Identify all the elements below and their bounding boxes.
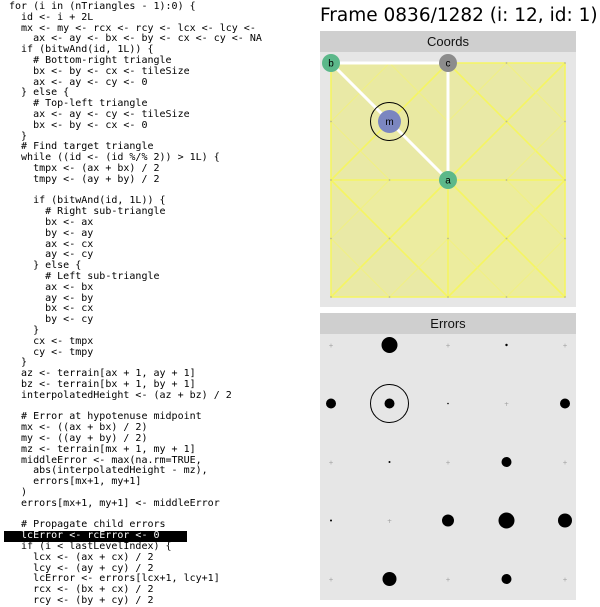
error-dot xyxy=(383,572,397,586)
grid-point xyxy=(564,121,566,123)
code-line: ay <- cy xyxy=(9,249,94,261)
grid-point xyxy=(389,238,391,240)
grid-point xyxy=(506,238,508,240)
code-line: errors[mx+1, my+1] xyxy=(9,476,142,488)
error-dot xyxy=(502,457,512,467)
code-line: id <- i + 2L xyxy=(9,11,94,23)
error-dot xyxy=(447,403,449,405)
code-line: } xyxy=(9,130,28,142)
code-line: } else { xyxy=(9,87,70,99)
code-line: by <- cy xyxy=(9,314,94,326)
code-line: lcy <- (ay + cy) / 2 xyxy=(9,562,154,574)
code-line: tmpy <- (ay + by) / 2 xyxy=(9,173,160,185)
error-zero-marker: + xyxy=(562,342,568,350)
errors-panel-title: Errors xyxy=(320,313,576,334)
code-line: interpolatedHeight <- (az + bz) / 2 xyxy=(9,389,232,401)
code-line: rcx <- (bx + cx) / 2 xyxy=(9,584,154,596)
code-line: # Left sub-triangle xyxy=(9,271,160,282)
error-zero-marker: + xyxy=(328,576,334,584)
code-line: while ((id <- (id %/% 2)) > 1L) { xyxy=(9,152,220,164)
error-zero-marker: + xyxy=(503,401,510,408)
code-line: ax <- ay <- cy <- 0 xyxy=(9,76,148,88)
code-line: } xyxy=(9,325,40,336)
frame-title: Frame 0836/1282 (i: 12, id: 1) xyxy=(320,5,598,26)
error-dot xyxy=(389,461,391,463)
error-dot xyxy=(502,574,512,584)
code-line: # Propagate child errors xyxy=(9,519,166,531)
code-line: ax <- ay <- cy <- tileSize xyxy=(9,109,190,120)
code-line: my <- ((ay + by) / 2) xyxy=(9,433,148,444)
error-zero-marker: + xyxy=(445,576,451,584)
error-zero-marker: + xyxy=(386,518,393,525)
grid-point xyxy=(447,238,449,240)
code-line: ax <- ay <- bx <- by <- cx <- cy <- NA xyxy=(9,33,262,45)
grid-point xyxy=(330,179,332,181)
code-line: mx <- my <- rcx <- rcy <- lcx <- lcy <- xyxy=(9,22,256,34)
errors-plot xyxy=(320,334,576,600)
grid-point xyxy=(506,179,508,181)
error-zero-marker: + xyxy=(445,342,451,350)
error-zero-marker: + xyxy=(562,576,568,584)
code-line: rcy <- (by + cy) / 2 xyxy=(9,595,154,606)
code-line: middleError <- max(na.rm=TRUE, xyxy=(9,454,202,466)
grid-point xyxy=(330,238,332,240)
code-line: mz <- terrain[mx + 1, my + 1] xyxy=(9,443,196,455)
code-line: bx <- by <- cx <- tileSize xyxy=(9,65,190,77)
grid-point xyxy=(389,296,391,298)
grid-point xyxy=(564,62,566,64)
grid-point xyxy=(447,296,449,298)
error-dot xyxy=(499,513,515,529)
code-line: lcx <- (ax + cx) / 2 xyxy=(9,551,154,563)
code-line: if (i < lastLevelIndex) { xyxy=(9,541,172,552)
code-line: by <- ay xyxy=(9,227,94,239)
coords-panel-title: Coords xyxy=(320,31,576,52)
code-line: abs(interpolatedHeight - mz), xyxy=(9,465,208,477)
error-zero-marker: + xyxy=(562,459,568,467)
code-line: mx <- ((ax + bx) / 2) xyxy=(9,422,148,434)
code-line: # Right sub-triangle xyxy=(9,206,166,218)
code-line: bx <- ax xyxy=(9,217,94,228)
error-zero-marker: + xyxy=(445,459,451,467)
code-line: tmpx <- (ax + bx) / 2 xyxy=(9,163,160,174)
error-dot xyxy=(442,515,454,527)
error-zero-marker: + xyxy=(328,342,334,350)
code-line: # Bottom-right triangle xyxy=(9,55,172,66)
code-line: bx <- cx xyxy=(9,303,94,315)
vertex-label-c: c xyxy=(445,58,451,70)
grid-point xyxy=(564,296,566,298)
vertex-label-a: a xyxy=(445,175,451,187)
grid-point xyxy=(564,179,566,181)
code-line: errors[mx+1, my+1] <- middleError xyxy=(9,497,220,509)
code-line: lcError <- errors[lcx+1, lcy+1] xyxy=(9,573,220,585)
code-line: # Error at hypotenuse midpoint xyxy=(9,411,202,423)
error-dot xyxy=(505,344,507,346)
error-dot xyxy=(558,514,572,528)
grid-point xyxy=(506,62,508,64)
error-dot xyxy=(382,337,398,353)
code-line: ay <- by xyxy=(9,292,94,304)
error-dot xyxy=(560,399,570,409)
grid-point xyxy=(506,121,508,123)
error-zero-marker: + xyxy=(328,459,334,467)
coords-plot xyxy=(320,52,576,307)
error-dot xyxy=(385,399,395,409)
grid-point xyxy=(506,296,508,298)
grid-point xyxy=(330,121,332,123)
code-line: cy <- tmpy xyxy=(9,346,94,358)
error-dot xyxy=(330,520,332,522)
vertex-label-m: m xyxy=(385,117,394,128)
code-line: bz <- terrain[bx + 1, by + 1] xyxy=(9,379,196,390)
code-line: cx <- tmpx xyxy=(9,335,94,347)
vertex-label-b: b xyxy=(328,58,334,70)
code-line: if (bitwAnd(id, 1L)) { xyxy=(9,44,154,56)
code-line: ax <- cx xyxy=(9,238,94,250)
code-line: bx <- by <- cx <- 0 xyxy=(9,119,148,131)
code-line: } else { xyxy=(9,260,82,272)
errors-panel xyxy=(320,313,576,600)
grid-point xyxy=(564,238,566,240)
code-line: for (i in (nTriangles - 1):0) { xyxy=(9,1,196,12)
grid-point xyxy=(330,296,332,298)
coords-panel xyxy=(320,31,576,307)
code-line: } xyxy=(9,357,28,369)
code-line: ) xyxy=(9,487,28,498)
code-line: az <- terrain[ax + 1, ay + 1] xyxy=(9,368,196,380)
code-line: if (bitwAnd(id, 1L)) { xyxy=(9,195,166,207)
code-line: ax <- bx xyxy=(9,281,94,293)
code-line: # Top-left triangle xyxy=(9,98,148,110)
code-line-current: lcError <- rcError <- 0 xyxy=(4,531,187,542)
grid-point xyxy=(389,179,391,181)
error-dot xyxy=(326,399,336,409)
code-line: # Find target triangle xyxy=(9,141,154,153)
